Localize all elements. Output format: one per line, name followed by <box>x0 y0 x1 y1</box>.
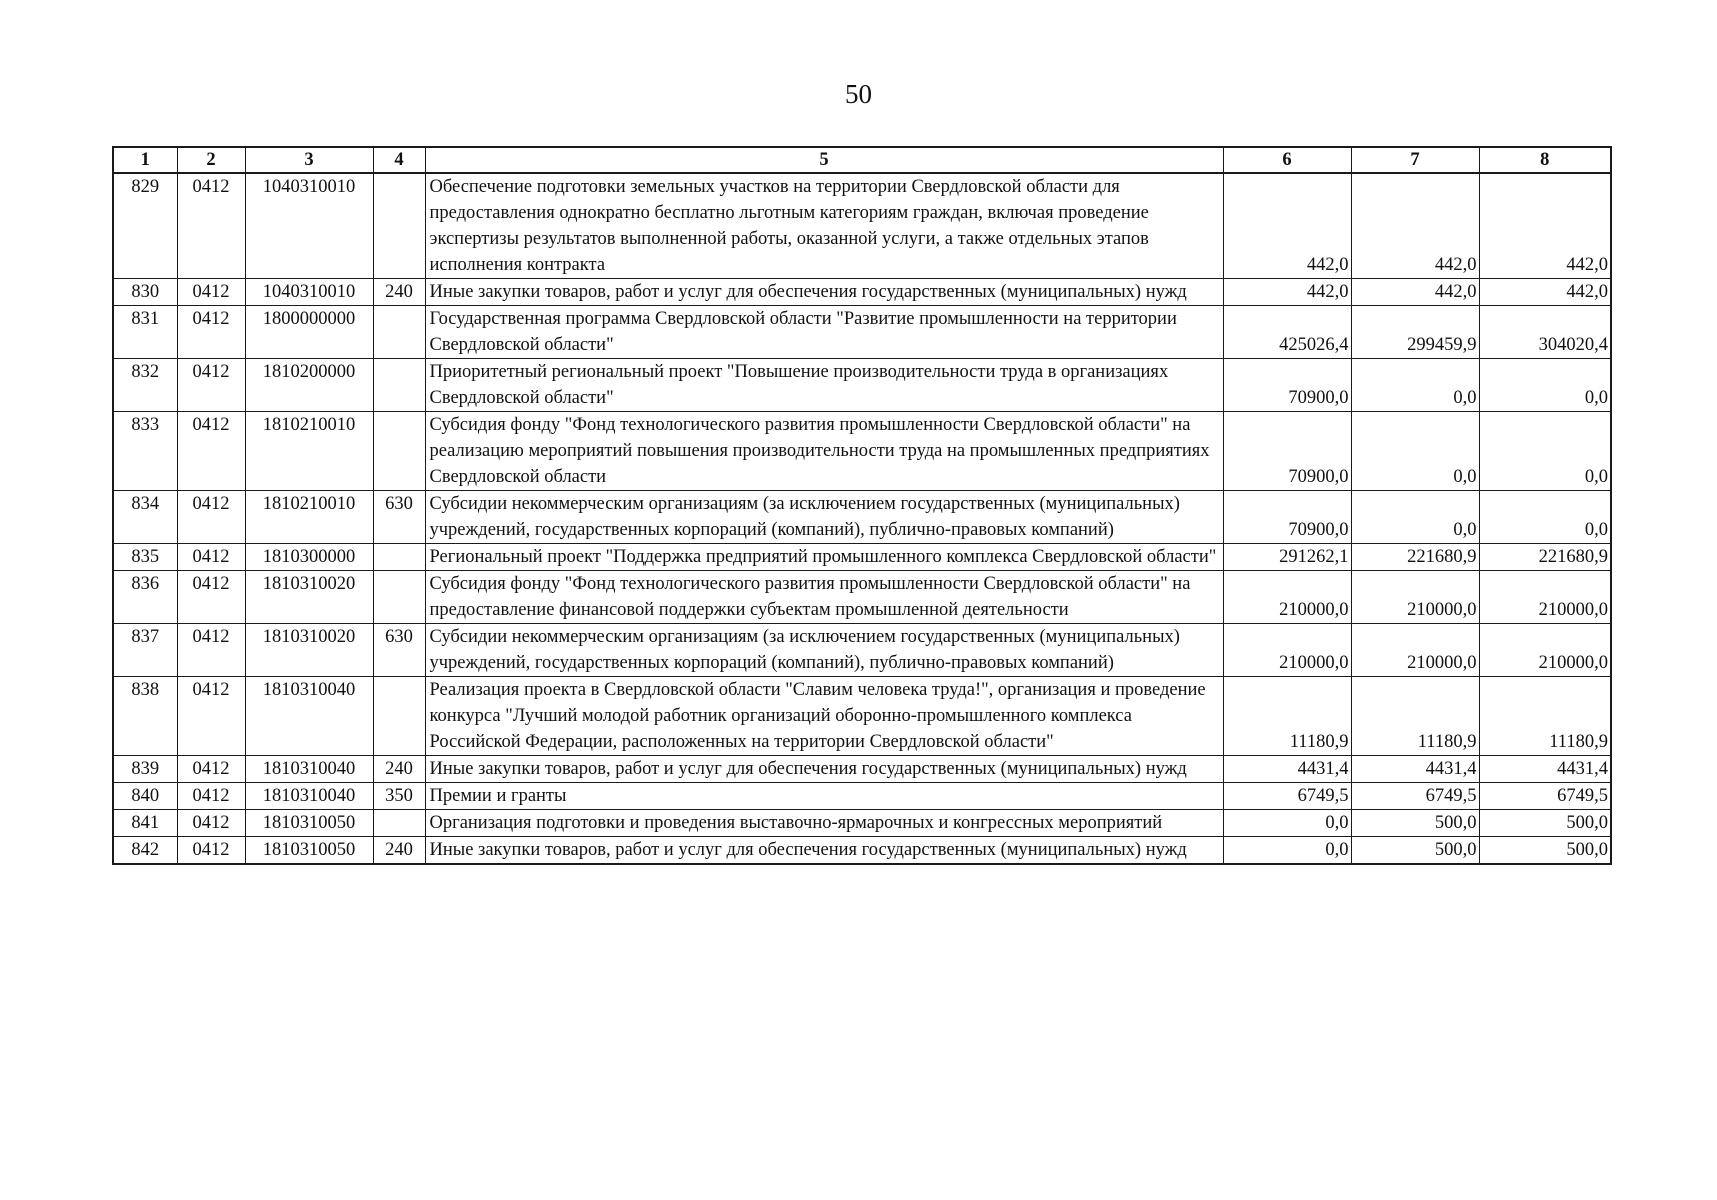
target-article-code-cell: 1810310020 <box>245 624 373 677</box>
amount-col-8-cell: 6749,5 <box>1479 783 1611 810</box>
expense-type-code-cell: 350 <box>373 783 425 810</box>
item-description-cell: Иные закупки товаров, работ и услуг для обеспечения государственных (муниципальных) нужд <box>425 279 1223 306</box>
expense-type-code-cell <box>373 173 425 279</box>
amount-col-7-cell: 6749,5 <box>1351 783 1479 810</box>
item-description-cell: Региональный проект "Поддержка предприятий промышленного комплекса Свердловской области" <box>425 544 1223 571</box>
expense-type-code-cell <box>373 544 425 571</box>
target-article-code-cell: 1800000000 <box>245 306 373 359</box>
column-header-1: 1 <box>113 147 177 173</box>
column-header-4: 4 <box>373 147 425 173</box>
item-description-cell: Субсидии некоммерческим организациям (за исключением государственных (муниципальных) учреждений, государственных корпораций (компаний), публично-правовых компаний) <box>425 624 1223 677</box>
target-article-code-cell: 1810310050 <box>245 837 373 865</box>
amount-col-7-cell: 4431,4 <box>1351 756 1479 783</box>
table-body <box>113 173 1611 864</box>
expense-type-code-cell <box>373 571 425 624</box>
amount-col-8-cell: 0,0 <box>1479 412 1611 491</box>
expense-type-code-cell: 630 <box>373 491 425 544</box>
section-code-cell: 0412 <box>177 756 245 783</box>
row-number-cell: 831 <box>113 306 177 359</box>
row-number-cell: 839 <box>113 756 177 783</box>
target-article-code-cell: 1810310040 <box>245 677 373 756</box>
section-code-cell: 0412 <box>177 173 245 279</box>
table-row <box>113 412 1611 491</box>
amount-col-8-cell: 210000,0 <box>1479 624 1611 677</box>
table-row <box>113 783 1611 810</box>
section-code-cell: 0412 <box>177 810 245 837</box>
amount-col-6-cell: 291262,1 <box>1223 544 1351 571</box>
section-code-cell: 0412 <box>177 571 245 624</box>
amount-col-7-cell: 0,0 <box>1351 359 1479 412</box>
table-row <box>113 279 1611 306</box>
expense-type-code-cell <box>373 306 425 359</box>
amount-col-6-cell: 210000,0 <box>1223 624 1351 677</box>
section-code-cell: 0412 <box>177 491 245 544</box>
row-number-cell: 830 <box>113 279 177 306</box>
section-code-cell: 0412 <box>177 624 245 677</box>
table-header <box>113 147 1611 173</box>
item-description-cell: Организация подготовки и проведения выставочно-ярмарочных и конгрессных мероприятий <box>425 810 1223 837</box>
amount-col-6-cell: 0,0 <box>1223 810 1351 837</box>
page-number: 50 <box>845 79 872 109</box>
amount-col-6-cell: 70900,0 <box>1223 491 1351 544</box>
target-article-code-cell: 1040310010 <box>245 279 373 306</box>
amount-col-7-cell: 0,0 <box>1351 412 1479 491</box>
amount-col-6-cell: 11180,9 <box>1223 677 1351 756</box>
table-row <box>113 306 1611 359</box>
item-description-cell: Обеспечение подготовки земельных участков на территории Свердловской области для предоставления однократно бесплатно льготным категориям граждан, включая проведение экспертизы результатов выполненной работы, оказанной услуги, а также отдельных этапов исполнения контракта <box>425 173 1223 279</box>
column-header-2: 2 <box>177 147 245 173</box>
amount-col-6-cell: 210000,0 <box>1223 571 1351 624</box>
amount-col-6-cell: 0,0 <box>1223 837 1351 865</box>
item-description-cell: Премии и гранты <box>425 783 1223 810</box>
amount-col-8-cell: 304020,4 <box>1479 306 1611 359</box>
amount-col-6-cell: 425026,4 <box>1223 306 1351 359</box>
row-number-cell: 842 <box>113 837 177 865</box>
item-description-cell: Реализация проекта в Свердловской области "Славим человека труда!", организация и проведение конкурса "Лучший молодой работник организаций оборонно-промышленного комплекса Российской Федерации, расположенных на территории Свердловской области" <box>425 677 1223 756</box>
item-description-cell: Субсидии некоммерческим организациям (за исключением государственных (муниципальных) учреждений, государственных корпораций (компаний), публично-правовых компаний) <box>425 491 1223 544</box>
column-header-8: 8 <box>1479 147 1611 173</box>
table-row <box>113 571 1611 624</box>
table-row <box>113 544 1611 571</box>
column-header-7: 7 <box>1351 147 1479 173</box>
section-code-cell: 0412 <box>177 783 245 810</box>
target-article-code-cell: 1810200000 <box>245 359 373 412</box>
expense-type-code-cell <box>373 412 425 491</box>
row-number-cell: 837 <box>113 624 177 677</box>
row-number-cell: 841 <box>113 810 177 837</box>
row-number-cell: 838 <box>113 677 177 756</box>
amount-col-8-cell: 442,0 <box>1479 173 1611 279</box>
section-code-cell: 0412 <box>177 279 245 306</box>
amount-col-7-cell: 210000,0 <box>1351 571 1479 624</box>
row-number-cell: 834 <box>113 491 177 544</box>
item-description-cell: Государственная программа Свердловской области "Развитие промышленности на территории Свердловской области" <box>425 306 1223 359</box>
header-row <box>113 147 1611 173</box>
section-code-cell: 0412 <box>177 544 245 571</box>
target-article-code-cell: 1810300000 <box>245 544 373 571</box>
section-code-cell: 0412 <box>177 412 245 491</box>
expense-type-code-cell <box>373 677 425 756</box>
table-row <box>113 810 1611 837</box>
expense-type-code-cell: 240 <box>373 837 425 865</box>
expense-type-code-cell: 240 <box>373 279 425 306</box>
item-description-cell: Приоритетный региональный проект "Повышение производительности труда в организациях Свердловской области" <box>425 359 1223 412</box>
expense-type-code-cell: 630 <box>373 624 425 677</box>
expense-type-code-cell: 240 <box>373 756 425 783</box>
amount-col-6-cell: 442,0 <box>1223 173 1351 279</box>
expense-type-code-cell <box>373 810 425 837</box>
table-row <box>113 359 1611 412</box>
amount-col-8-cell: 0,0 <box>1479 359 1611 412</box>
column-header-5: 5 <box>425 147 1223 173</box>
item-description-cell: Субсидия фонду "Фонд технологического развития промышленности Свердловской области" на реализацию мероприятий повышения производительности труда на промышленных предприятиях Свердловской области <box>425 412 1223 491</box>
target-article-code-cell: 1810310020 <box>245 571 373 624</box>
table-row <box>113 837 1611 865</box>
amount-col-8-cell: 0,0 <box>1479 491 1611 544</box>
amount-col-8-cell: 210000,0 <box>1479 571 1611 624</box>
amount-col-7-cell: 500,0 <box>1351 837 1479 865</box>
amount-col-6-cell: 70900,0 <box>1223 359 1351 412</box>
expense-type-code-cell <box>373 359 425 412</box>
row-number-cell: 835 <box>113 544 177 571</box>
amount-col-6-cell: 6749,5 <box>1223 783 1351 810</box>
row-number-cell: 832 <box>113 359 177 412</box>
amount-col-6-cell: 4431,4 <box>1223 756 1351 783</box>
item-description-cell: Иные закупки товаров, работ и услуг для обеспечения государственных (муниципальных) нужд <box>425 837 1223 865</box>
table-row <box>113 756 1611 783</box>
amount-col-7-cell: 210000,0 <box>1351 624 1479 677</box>
amount-col-6-cell: 70900,0 <box>1223 412 1351 491</box>
amount-col-8-cell: 500,0 <box>1479 837 1611 865</box>
target-article-code-cell: 1810210010 <box>245 412 373 491</box>
section-code-cell: 0412 <box>177 359 245 412</box>
column-header-3: 3 <box>245 147 373 173</box>
amount-col-7-cell: 221680,9 <box>1351 544 1479 571</box>
amount-col-8-cell: 221680,9 <box>1479 544 1611 571</box>
target-article-code-cell: 1810310040 <box>245 783 373 810</box>
amount-col-6-cell: 442,0 <box>1223 279 1351 306</box>
target-article-code-cell: 1810310040 <box>245 756 373 783</box>
item-description-cell: Иные закупки товаров, работ и услуг для обеспечения государственных (муниципальных) нужд <box>425 756 1223 783</box>
amount-col-7-cell: 500,0 <box>1351 810 1479 837</box>
target-article-code-cell: 1810210010 <box>245 491 373 544</box>
section-code-cell: 0412 <box>177 306 245 359</box>
item-description-cell: Субсидия фонду "Фонд технологического развития промышленности Свердловской области" на предоставление финансовой поддержки субъектам промышленной деятельности <box>425 571 1223 624</box>
table-row <box>113 173 1611 279</box>
row-number-cell: 836 <box>113 571 177 624</box>
amount-col-7-cell: 0,0 <box>1351 491 1479 544</box>
target-article-code-cell: 1040310010 <box>245 173 373 279</box>
amount-col-7-cell: 299459,9 <box>1351 306 1479 359</box>
target-article-code-cell: 1810310050 <box>245 810 373 837</box>
amount-col-7-cell: 442,0 <box>1351 173 1479 279</box>
budget-table <box>112 146 1612 865</box>
amount-col-8-cell: 442,0 <box>1479 279 1611 306</box>
column-header-6: 6 <box>1223 147 1351 173</box>
section-code-cell: 0412 <box>177 677 245 756</box>
amount-col-8-cell: 11180,9 <box>1479 677 1611 756</box>
row-number-cell: 829 <box>113 173 177 279</box>
amount-col-7-cell: 442,0 <box>1351 279 1479 306</box>
amount-col-8-cell: 500,0 <box>1479 810 1611 837</box>
row-number-cell: 840 <box>113 783 177 810</box>
table-row <box>113 677 1611 756</box>
amount-col-7-cell: 11180,9 <box>1351 677 1479 756</box>
amount-col-8-cell: 4431,4 <box>1479 756 1611 783</box>
row-number-cell: 833 <box>113 412 177 491</box>
table-row <box>113 491 1611 544</box>
section-code-cell: 0412 <box>177 837 245 865</box>
table-row <box>113 624 1611 677</box>
